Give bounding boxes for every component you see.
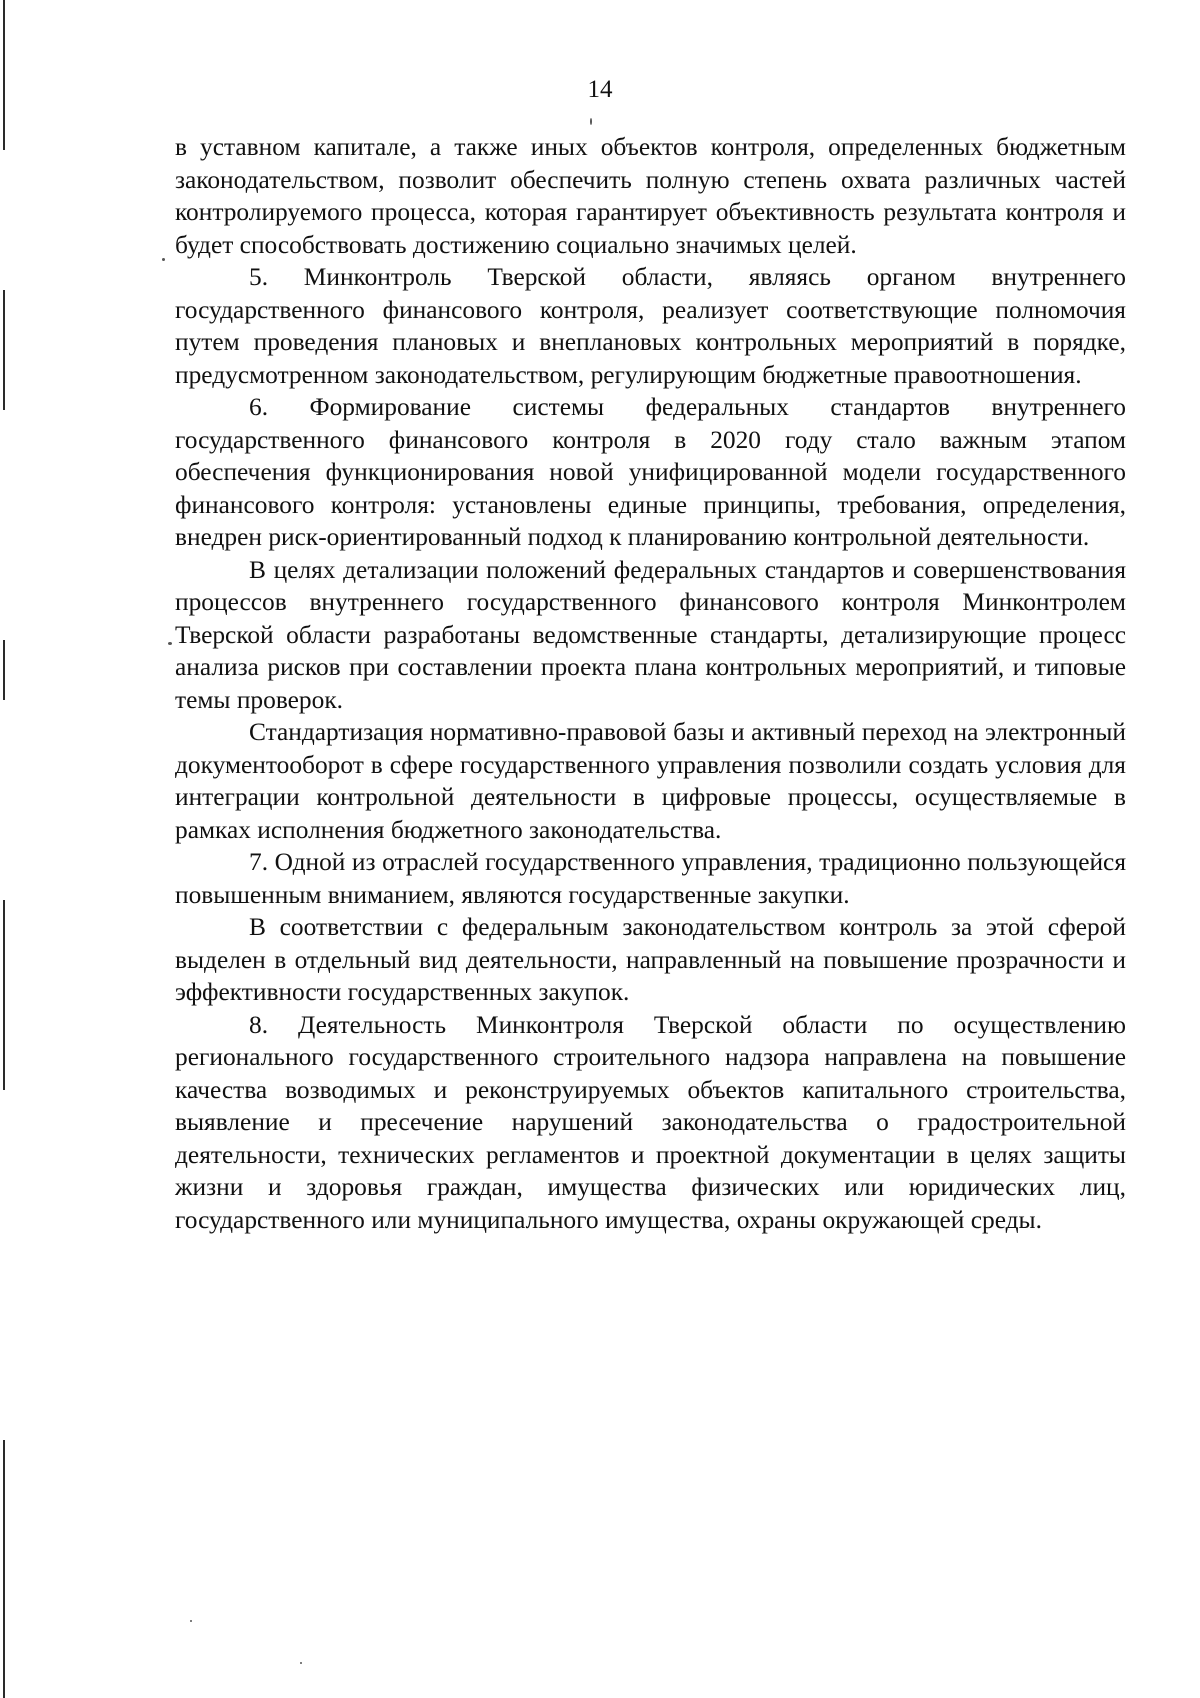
scan-speck <box>168 642 172 645</box>
paragraph: в уставном капитале, а также иных объектов контроля, определенных бюджетным законодательством, позволит обеспечить полную степень охвата различных частей контролируемого процесса, которая гарантирует объективность результата контроля и будет способствовать достижению социально значимых целей. <box>175 133 1126 259</box>
paragraph: В соответствии с федеральным законодательством контроль за этой сферой выделен в отдельный вид деятельности, направленный на повышение прозрачности и эффективности государственных закупок. <box>175 913 1126 1006</box>
scan-edge-line <box>3 900 5 1090</box>
paragraph: Стандартизация нормативно-правовой базы и активный переход на электронный документооборот в сфере государственного управления позволили создать условия для интеграции контрольной деятельности в цифровые процессы, осуществляемые в рамках исполнения бюджетного законодательства. <box>175 718 1126 844</box>
scan-speck <box>162 258 165 261</box>
scan-speck <box>300 1662 302 1664</box>
scan-edge-line <box>3 290 5 410</box>
scan-speck <box>590 118 592 125</box>
page-number: 14 <box>587 76 613 103</box>
paragraph: В целях детализации положений федеральных стандартов и совершенствования процессов внутреннего государственного финансового контроля Минконтролем Тверской области разработаны ведомственные стандарты, детализирующие процесс анализа рисков при составлении проекта плана контрольных мероприятий, и типовые темы проверок. <box>175 555 1126 714</box>
document-body <box>175 131 1126 1236</box>
scan-edge-line <box>3 640 5 700</box>
scan-edge-line <box>3 1440 5 1698</box>
paragraph: 7. Одной из отраслей государственного управления, традиционно пользующейся повышенным вниманием, являются государственные закупки. <box>175 848 1126 909</box>
paragraph: 8. Деятельность Минконтроля Тверской области по осуществлению регионального государственного строительного надзора направлена на повышение качества возводимых и реконструируемых объектов капитального строительства, выявление и пресечение нарушений законодательства о градостроительной деятельности, технических регламентов и проектной документации в целях защиты жизни и здоровья граждан, имущества физических или юридических лиц, государственного или муниципального имущества, охраны окружающей среды. <box>175 1010 1126 1234</box>
scan-edge-line <box>3 0 5 150</box>
scan-speck <box>190 1620 192 1622</box>
paragraph: 6. Формирование системы федеральных стандартов внутреннего государственного финансового контроля в 2020 году стало важным этапом обеспечения функционирования новой унифицированной модели государственного финансового контроля: установлены единые принципы, требования, определения, внедрен риск-ориентированный подход к планированию контрольной деятельности. <box>175 393 1126 551</box>
paragraph: 5. Минконтроль Тверской области, являясь органом внутреннего государственного финансового контроля, реализует соответствующие полномочия путем проведения плановых и внеплановых контрольных мероприятий в порядке, предусмотренном законодательством, регулирующим бюджетные правоотношения. <box>175 263 1126 389</box>
